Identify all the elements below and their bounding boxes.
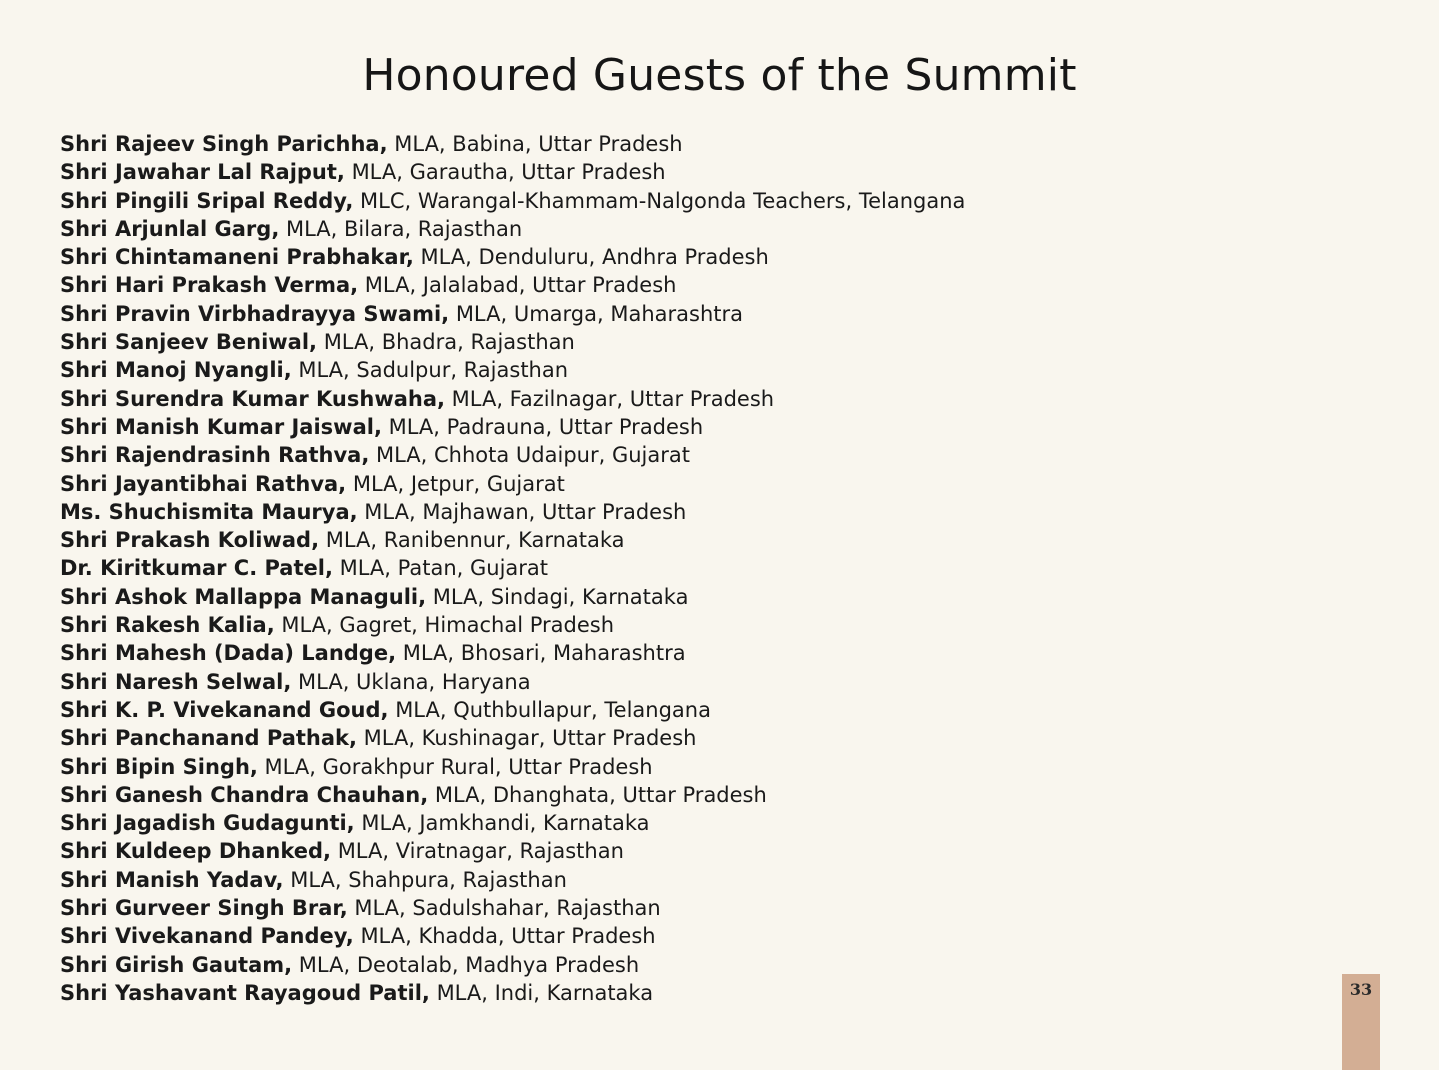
guest-name: Shri Chintamaneni Prabhakar, (60, 245, 414, 270)
guest-details: MLA, Jetpur, Gujarat (346, 471, 565, 496)
guest-entry (60, 215, 965, 243)
guest-name: Shri Ganesh Chandra Chauhan, (60, 782, 429, 807)
guest-entry (60, 526, 965, 554)
guest-name: Shri Jayantibhai Rathva, (60, 471, 347, 496)
guest-details: MLC, Warangal-Khammam-Nalgonda Teachers, Telangana (353, 188, 966, 213)
guest-details: MLA, Gorakhpur Rural, Uttar Pradesh (257, 754, 653, 779)
guest-entry (60, 781, 965, 809)
guest-list (60, 130, 965, 1007)
guest-entry (60, 611, 965, 639)
guest-entry (60, 300, 965, 328)
guest-details: MLA, Indi, Karnataka (429, 980, 654, 1005)
guest-details: MLA, Shahpura, Rajasthan (283, 867, 567, 892)
guest-name: Ms. Shuchismita Maurya, (60, 499, 358, 524)
guest-name: Shri Jagadish Gudagunti, (60, 811, 355, 836)
guest-entry (60, 639, 965, 667)
guest-name: Shri Manish Kumar Jaiswal, (60, 414, 382, 439)
page-title: Honoured Guests of the Summit (362, 50, 1077, 101)
guest-name: Shri Rajendrasinh Rathva, (60, 443, 370, 468)
guest-details: MLA, Jamkhandi, Karnataka (354, 811, 650, 836)
guest-name: Shri Pravin Virbhadrayya Swami, (60, 301, 450, 326)
guest-entry (60, 413, 965, 441)
guest-entry (60, 979, 965, 1007)
guest-entry (60, 271, 965, 299)
guest-name: Shri K. P. Vivekanand Goud, (60, 697, 389, 722)
guest-name: Shri Gurveer Singh Brar, (60, 896, 348, 921)
guest-entry (60, 894, 965, 922)
guest-name: Shri Jawahar Lal Rajput, (60, 160, 345, 185)
guest-details: MLA, Garautha, Uttar Pradesh (344, 160, 666, 185)
guest-entry (60, 809, 965, 837)
guest-entry (60, 724, 965, 752)
guest-entry (60, 668, 965, 696)
guest-entry (60, 696, 965, 724)
guest-name: Shri Mahesh (Dada) Landge, (60, 641, 397, 666)
guest-name: Shri Vivekanand Pandey, (60, 924, 354, 949)
guest-entry (60, 470, 965, 498)
guest-entry (60, 498, 965, 526)
guest-name: Shri Panchanand Pathak, (60, 726, 357, 751)
guest-details: MLA, Sadulpur, Rajasthan (291, 358, 569, 383)
guest-name: Shri Pingili Sripal Reddy, (60, 188, 354, 213)
guest-details: MLA, Gagret, Himachal Pradesh (274, 613, 615, 638)
guest-details: MLA, Sindagi, Karnataka (426, 584, 689, 609)
guest-details: MLA, Uklana, Haryana (291, 669, 531, 694)
guest-name: Shri Yashavant Rayagoud Patil, (60, 980, 430, 1005)
guest-entry (60, 583, 965, 611)
guest-name: Shri Manoj Nyangli, (60, 358, 292, 383)
guest-entry (60, 554, 965, 582)
guest-details: MLA, Viratnagar, Rajasthan (331, 839, 624, 864)
guest-name: Shri Kuldeep Dhanked, (60, 839, 332, 864)
guest-entry (60, 187, 965, 215)
guest-details: MLA, Padrauna, Uttar Pradesh (381, 414, 704, 439)
guest-name: Shri Ashok Mallappa Managuli, (60, 584, 427, 609)
guest-details: MLA, Umarga, Maharashtra (449, 301, 743, 326)
guest-details: MLA, Jalalabad, Uttar Pradesh (358, 273, 677, 298)
guest-details: MLA, Bhadra, Rajasthan (317, 330, 575, 355)
guest-entry (60, 837, 965, 865)
guest-name: Shri Rajeev Singh Parichha, (60, 132, 388, 156)
guest-entry (60, 356, 965, 384)
guest-entry (60, 866, 965, 894)
guest-entry (60, 158, 965, 186)
guest-details: MLA, Kushinagar, Uttar Pradesh (356, 726, 697, 751)
guest-entry (60, 328, 965, 356)
guest-name: Shri Surendra Kumar Kushwaha, (60, 386, 445, 411)
guest-entry (60, 243, 965, 271)
guest-name: Dr. Kiritkumar C. Patel, (60, 556, 333, 581)
guest-details: MLA, Babina, Uttar Pradesh (387, 132, 683, 156)
guest-details: MLA, Majhawan, Uttar Pradesh (357, 499, 687, 524)
guest-entry (60, 922, 965, 950)
guest-entry (60, 385, 965, 413)
guest-details: MLA, Patan, Gujarat (332, 556, 549, 581)
page-number: 33 (1349, 980, 1373, 999)
guest-name: Shri Manish Yadav, (60, 867, 284, 892)
guest-details: MLA, Deotalab, Madhya Pradesh (292, 952, 640, 977)
guest-details: MLA, Dhanghata, Uttar Pradesh (428, 782, 767, 807)
guest-name: Shri Prakash Koliwad, (60, 528, 320, 553)
guest-details: MLA, Fazilnagar, Uttar Pradesh (444, 386, 775, 411)
guest-name: Shri Rakesh Kalia, (60, 613, 275, 638)
guest-details: MLA, Ranibennur, Karnataka (319, 528, 625, 553)
guest-name: Shri Naresh Selwal, (60, 669, 292, 694)
guest-entry (60, 951, 965, 979)
guest-details: MLA, Bhosari, Maharashtra (396, 641, 686, 666)
guest-name: Shri Girish Gautam, (60, 952, 293, 977)
guest-name: Shri Sanjeev Beniwal, (60, 330, 318, 355)
guest-entry (60, 130, 965, 158)
page-number-tab (1342, 974, 1380, 1070)
guest-details: MLA, Bilara, Rajasthan (279, 216, 523, 241)
guest-name: Shri Hari Prakash Verma, (60, 273, 359, 298)
guest-details: MLA, Denduluru, Andhra Pradesh (413, 245, 769, 270)
guest-name: Shri Arjunlal Garg, (60, 216, 280, 241)
guest-details: MLA, Quthbullapur, Telangana (388, 697, 711, 722)
guest-name: Shri Bipin Singh, (60, 754, 258, 779)
guest-details: MLA, Khadda, Uttar Pradesh (353, 924, 656, 949)
guest-details: MLA, Sadulshahar, Rajasthan (347, 896, 661, 921)
guest-entry (60, 441, 965, 469)
guest-entry (60, 753, 965, 781)
guest-details: MLA, Chhota Udaipur, Gujarat (369, 443, 690, 468)
